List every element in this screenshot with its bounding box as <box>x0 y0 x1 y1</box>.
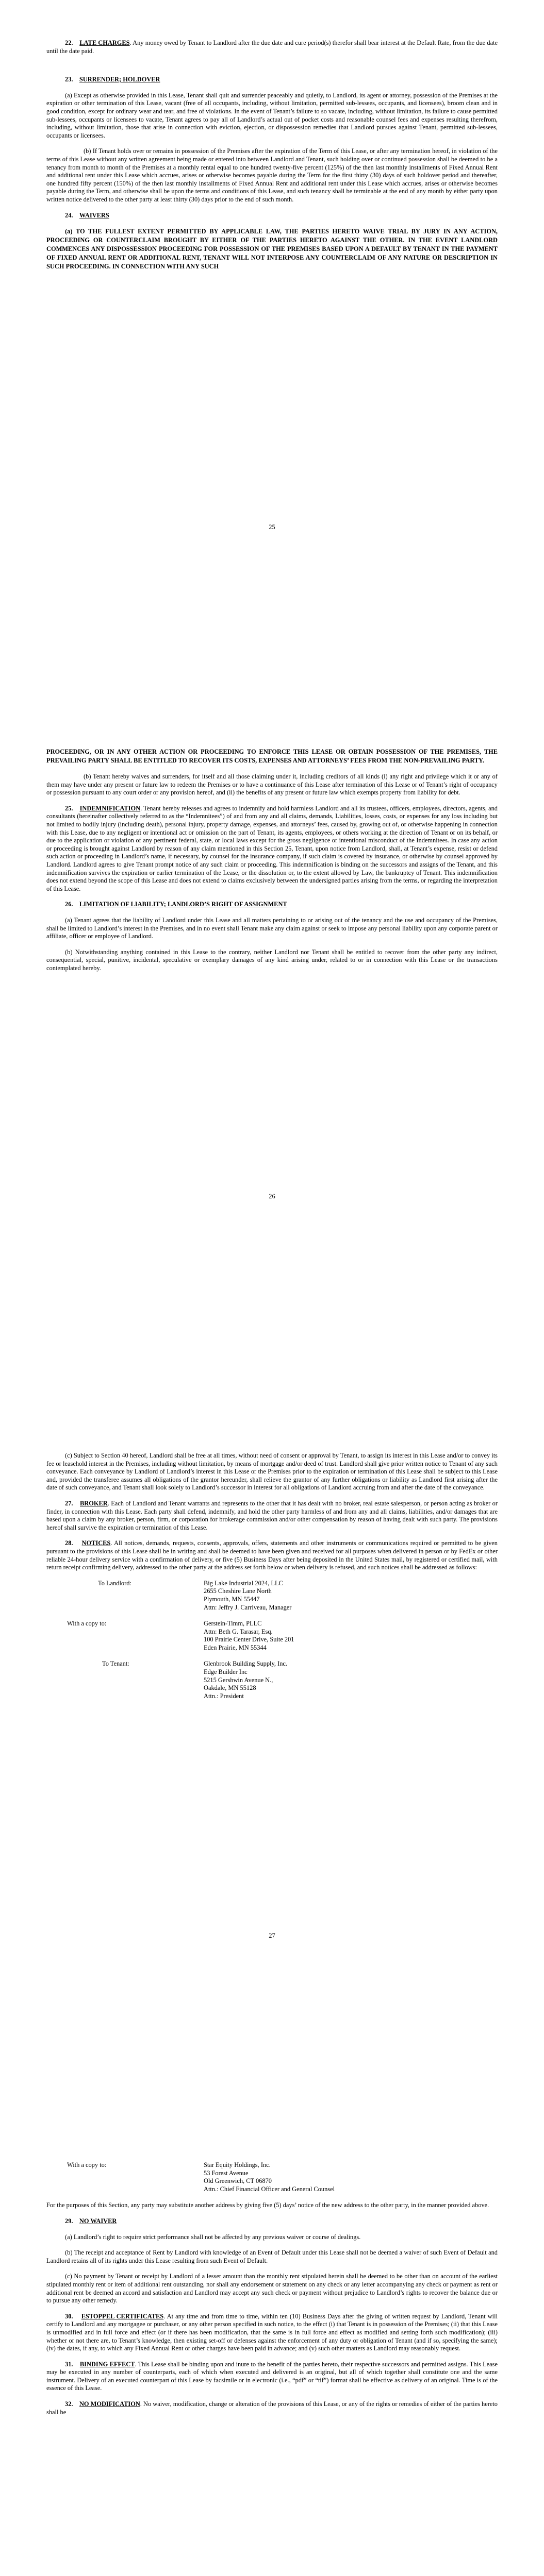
notice-label-tenant: To Tenant: <box>102 1660 129 1668</box>
section-29-c: (c) No payment by Tenant or receipt by Landlord of a lesser amount than the monthly rent stipulated herein shall be deemed to be other than on account of the earliest stipulated monthly rent or item of additional rent outstanding, nor shall any endorsement or statement on any check or any letter accompanying any check or payment as rent or additional rent be deemed an accord and satisfaction and Landlord may accept any such check or payment without prejudice to Landlord’s rights to recover the balance due or to pursue any other remedy. <box>46 2273 498 2304</box>
section-29-heading <box>46 2217 498 2226</box>
section-30-text: . At any time and from time to time, within ten (10) Business Days after the giving of written request by Landlord, Tenant will certify to Landlord and any mortgagee or purchaser, or any other person specified in such notice, to the effect (i) that Tenant is in possession of the Premises; (ii) that this Lease is unmodified and in full force and effect (or if there has been modification, that the same is in full force and effect as modified and setting forth such modification); (iii) whether or not there are, to Tenant’s knowledge, then existing set-off or defenses against the enforcement of any duty or obligation of Tenant (and if so, specifying the same); (iv) the dates, if any, to which any Fixed Annual Rent or other charges have been paid in advance; and (v) such other matters as Landlord may reasonably request. <box>46 2312 498 2352</box>
section-24-heading <box>46 212 498 220</box>
section-27-text: . Each of Landlord and Tenant warrants and represents to the other that it has dealt with no broker, real estate salesperson, or person acting as broker or finder, in connection with this Lease. Each party shall defend, indemnify, and hold the other party harmless of and from any and all claims, liabilities, and/or damages that are based upon a claim by any broker, person, firm, or corporation for brokerage commission and/or other compensation by reason of having dealt with such party. The provisions hereof shall survive the expiration or termination of this Lease. <box>46 1499 498 1531</box>
page-28 <box>0 2110 544 2576</box>
section-29-a: (a) Landlord’s right to require strict performance shall not be affected by any previous waiver or course of dealings. <box>65 2233 361 2241</box>
page-number: 27 <box>269 1932 275 1939</box>
section-25-title: INDEMNIFICATION <box>79 804 141 812</box>
section-27-title: BROKER <box>80 1499 108 1507</box>
section-23-title: SURRENDER; HOLDOVER <box>79 76 160 83</box>
section-25-number: 25. <box>65 804 73 812</box>
page-26-body <box>46 748 498 980</box>
section-30-number: 30. <box>65 2312 73 2320</box>
notice-address-copy-2 <box>46 2161 498 2193</box>
address-line: Big Lake Industrial 2024, LLC <box>204 1579 283 1587</box>
section-29-title: NO WAIVER <box>79 2217 117 2225</box>
section-26-b: (b) Notwithstanding anything contained in this Lease to the contrary, neither Landlord nor Tenant shall be entitled to recover from the other party any indirect, consequential, special, punitive, incidental, speculative or exemplary damages of any kind arising under, related to or in connection with this Lease or the transactions contemplated hereby. <box>46 948 498 972</box>
address-line: Attn: Jeffry J. Carriveau, Manager <box>204 1603 292 1611</box>
address-line: Gerstein-Timm, PLLC <box>204 1620 262 1628</box>
notice-address-tenant <box>46 1660 498 1700</box>
address-line: Edge Builder Inc <box>204 1668 248 1676</box>
section-26-number: 26. <box>65 901 73 908</box>
section-28-title: NOTICES <box>81 1539 111 1547</box>
section-23-number: 23. <box>65 76 73 83</box>
section-31-text: . This Lease shall be binding upon and inure to the benefit of the parties hereto, their respective successors and permitted assigns. This Lease may be executed in any number of counterparts, each of which when executed and delivered is an original, but all of which together shall constitute one and the same instrument. Delivery of an executed counterpart of this Lease by facsimile or in electronic (i.e., “pdf” or “tif”) format shall be effective as delivery of an original. Time is of the essence of this Lease. <box>46 2360 498 2392</box>
page-26 <box>0 703 544 1406</box>
section-23-a: (a) Except as otherwise provided in this Lease, Tenant shall quit and surrender peaceably and quietly, to Landlord, its agent or attorney, possession of the Premises at the expiration or other termination of this Lease, vacant (free of all occupants, including, without limitation, permitted sub-lessees, occupants, and licensees), broom clean and in good condition, except for ordinary wear and tear, and free of violations. In the event of Tenant’s failure to so vacate, including, without limitation, its failure to cause permitted sub-lessees, occupants or licensees to vacate, Tenant agrees to pay all of Landlord’s actual out of pocket costs and reasonable counsel fees and expenses resulting therefrom, including, without limitation, those that arise in connection with eviction, ejection, or dispossession remedies that Landlord pursues against Tenant, permitted sub-lessees, occupants or licensees. <box>46 91 498 139</box>
section-23-b: (b) If Tenant holds over or remains in possession of the Premises after the expiration of the Term of this Lease, or after any termination hereof, in violation of the terms of this Lease without any written agreement being made or entered into between Landlord and Tenant, such holding over or continued possession shall be deemed to be a tenancy from month to month of the Premises at a monthly rental equal to one hundred twenty-five percent (125%) of the then last monthly installments of Fixed Annual Rent and additional rent under this Lease which accrues, arises or otherwise becomes payable during the Term for the first thirty (30) days of such holdover period and thereafter, one hundred fifty percent (150%) of the then last monthly installments of Fixed Annual Rent and additional rent under this Lease which accrues, arises or otherwise becomes payable during the Term, and otherwise shall be upon the terms and conditions of this Lease, and such tenancy shall be terminable at the end of any month by either party upon written notice delivered to the other party at least thirty (30) days prior to the end of such month. <box>46 147 498 203</box>
address-line: Glenbrook Building Supply, Inc. <box>204 1660 287 1668</box>
section-24-a-continued: PROCEEDING, OR IN ANY OTHER ACTION OR PROCEEDING TO ENFORCE THIS LEASE OR OBTAIN POSSESSION OF THE PREMISES, THE PREVAILING PARTY SHALL BE ENTITLED TO RECOVER ITS COSTS, EXPENSES AND ATTORNEYS’ FEES FROM THE NON-PREVAILING PARTY. <box>46 748 498 764</box>
section-30 <box>46 2313 498 2353</box>
section-22-text: . Any money owed by Tenant to Landlord after the due date and cure period(s) therefor shall bear interest at the Default Rate, from the due date until the date paid. <box>46 39 498 55</box>
section-26-c: (c) Subject to Section 40 hereof, Landlord shall be free at all times, without need of consent or approval by Tenant, to assign its interest in this Lease and/or to convey its fee or leasehold interest in the Premises, including without limitation, by means of mortgage and/or deed of trust. Landlord shall give prior written notice to Tenant of any such conveyance. Each conveyance by Landlord of Landlord’s interest in this Lease or the Premises prior to the expiration or termination of this Lease shall be subject to this Lease and, provided the transferee assumes all obligations of the grantor hereunder, shall relieve the grantor of any further obligations or liability as Landlord first arising after the date of such conveyance, and Tenant shall look solely to Landlord’s successor in interest for all obligations of Landlord accruing from and after the date of the conveyance. <box>46 1452 498 1492</box>
page-number: 25 <box>269 523 275 531</box>
page-27-body <box>46 1452 498 1708</box>
address-line: Attn: Beth G. Tarasar, Esq. <box>204 1628 273 1635</box>
section-32 <box>46 2400 498 2416</box>
address-line: Attn.: President <box>204 1692 244 1700</box>
address-lines <box>204 1580 498 1612</box>
section-24-title: WAIVERS <box>79 211 109 219</box>
address-lines <box>204 1660 498 1700</box>
notice-address-landlord <box>46 1580 498 1612</box>
section-25 <box>46 805 498 893</box>
section-22 <box>46 39 498 55</box>
section-28 <box>46 1539 498 1571</box>
section-27-number: 27. <box>65 1499 73 1507</box>
address-line: Star Equity Holdings, Inc. <box>204 2161 271 2168</box>
section-29-b: (b) The receipt and acceptance of Rent by Landlord with knowledge of an Event of Default under this Lease shall not be deemed a waiver of such Event of Default and Landlord retains all of its rights under this Lease resulting from such Event of Default. <box>46 2249 498 2264</box>
section-23-heading <box>46 76 498 84</box>
section-22-title: LATE CHARGES <box>79 39 130 46</box>
section-32-title: NO MODIFICATION <box>79 2400 140 2408</box>
address-line: 2655 Cheshire Lane North <box>204 1587 272 1595</box>
section-26-heading <box>46 901 498 909</box>
page-28-body <box>46 2161 498 2424</box>
address-line: Attn.: Chief Financial Officer and General Counsel <box>204 2185 335 2193</box>
address-line: 100 Prairie Center Drive, Suite 201 <box>204 1636 294 1643</box>
notice-address-copy-1 <box>46 1620 498 1652</box>
section-24-number: 24. <box>65 211 73 219</box>
section-22-number: 22. <box>65 39 73 46</box>
address-lines <box>204 2161 498 2193</box>
page-25-body <box>46 39 498 279</box>
section-29-number: 29. <box>65 2217 73 2225</box>
section-28-tail: For the purposes of this Section, any party may substitute another address by giving five (5) days’ notice of the new address to the other party, in the manner provided above. <box>46 2201 489 2209</box>
address-line: Old Greenwich, CT 06870 <box>204 2177 272 2185</box>
section-26-title: LIMITATION OF LIABILITY; LANDLORD’S RIGHT OF ASSIGNMENT <box>79 901 287 908</box>
section-24-a: (a) TO THE FULLEST EXTENT PERMITTED BY APPLICABLE LAW, THE PARTIES HERETO WAIVE TRIAL BY JURY IN ANY ACTION, PROCEEDING OR COUNTERCLAIM BROUGHT BY EITHER OF THE PARTIES HERETO AGAINST THE OTHER. IN THE EVENT LANDLORD COMMENCES ANY DISPOSSESSION PROCEEDING FOR POSSESSION OF THE PREMISES BASED UPON A DEFAULT BY TENANT IN THE PAYMENT OF FIXED ANNUAL RENT OR ADDITIONAL RENT, TENANT WILL NOT INTERPOSE ANY COUNTERCLAIM OF ANY NATURE OR DESCRIPTION IN SUCH PROCEEDING. IN CONNECTION WITH ANY SUCH <box>46 228 498 270</box>
page-27 <box>0 1406 544 2110</box>
section-28-number: 28. <box>65 1539 73 1547</box>
notice-label-landlord: To Landlord: <box>98 1579 131 1587</box>
section-32-text: . No waiver, modification, change or alteration of the provisions of this Lease, or any of the rights or remedies of either of the parties hereto shall be <box>46 2400 498 2416</box>
page-number: 26 <box>269 1193 275 1200</box>
address-lines <box>204 1620 498 1652</box>
section-31 <box>46 2361 498 2393</box>
notice-label-copy: With a copy to: <box>67 1620 107 1628</box>
section-31-title: BINDING EFFECT <box>79 2360 135 2368</box>
address-line: 53 Forest Avenue <box>204 2169 249 2177</box>
address-line: Oakdale, MN 55128 <box>204 1684 256 1692</box>
section-28-text: . All notices, demands, requests, consents, approvals, offers, statements and other instruments or communications required or permitted to be given pursuant to the provisions of this Lease shall be in writing and shall be deemed to have been given and received for all purposes when delivered in person or by FedEx or other reliable 24-hour delivery service with a confirmation of delivery, or five (5) Business Days after being deposited in the United States mail, by registered or certified mail, with return receipt confirming delivery, addressed to the other party at the address set forth below or when delivery is refused, and such notices shall be addressed as follows: <box>46 1539 498 1571</box>
section-26-a: (a) Tenant agrees that the liability of Landlord under this Lease and all matters pertaining to or arising out of the tenancy and the use and occupancy of the Premises, shall be limited to Landlord’s interest in the Premises, and in no event shall Tenant make any claim against or seek to impose any personal liability upon any corporate parent or affiliate, officer or employee of Landlord. <box>46 916 498 940</box>
address-line: Eden Prairie, MN 55344 <box>204 1643 267 1651</box>
section-27 <box>46 1500 498 1532</box>
page-25 <box>0 0 544 703</box>
address-line: 5215 Gershwin Avenue N., <box>204 1676 273 1684</box>
section-25-text: . Tenant hereby releases and agrees to indemnify and hold harmless Landlord and all its trustees, officers, employees, directors, agents, and consultants (hereinafter collectively referred to as the “Indemnitees”) of and from any and all claims, demands, Liabilities, losses, costs, or expenses for any loss including but not limited to bodily injury (including death), personal injury, property damage, expenses, and attorneys’ fees, caused by, growing out of, or otherwise happening in connection with this Lease, due to any negligent or intentional act or omission on the part of Tenant, its agents, employees, or others working at the direction of Tenant or on its behalf, or due to the application or violation of any pertinent federal, state, or local laws except for the gross negligence or intentional misconduct of the Indemnitees. In case any action or proceeding is brought against Landlord by reason of any claim mentioned in this Section 25, Tenant, upon notice from Landlord, shall, at Tenant’s expense, resist or defend such action or proceeding in Landlord’s name, if necessary, by counsel for the insurance company, if such claim is covered by insurance, or otherwise by counsel approved by Landlord. Landlord agrees to give Tenant prompt notice of any such claim or proceeding. This indemnification is binding on the successors and assigns of the Tenant, and this indemnification survives the expiration or earlier termination of the Lease, or the dissolution or, to the extent allowed by Law, the bankruptcy of Tenant. This indemnification does not extend beyond the scope of this Lease and does not extend to claims exclusively between the undersigned parties arising from the terms, or regarding the interpretation of this Lease. <box>46 804 498 892</box>
address-line: Plymouth, MN 55447 <box>204 1595 260 1603</box>
section-31-number: 31. <box>65 2360 73 2368</box>
section-24-b: (b) Tenant hereby waives and surrenders, for itself and all those claiming under it, including creditors of all kinds (i) any right and privilege which it or any of them may have under any present or future law to redeem the Premises or to have a continuance of this Lease after termination of this Lease or of Tenant’s right of occupancy or possession pursuant to any court order or any provision hereof, and (ii) the benefits of any present or future law which exempts property from liability for debt. <box>46 773 498 796</box>
notice-label-copy: With a copy to: <box>67 2161 107 2168</box>
section-30-title: ESTOPPEL CERTIFICATES <box>81 2312 164 2320</box>
section-32-number: 32. <box>65 2400 73 2408</box>
